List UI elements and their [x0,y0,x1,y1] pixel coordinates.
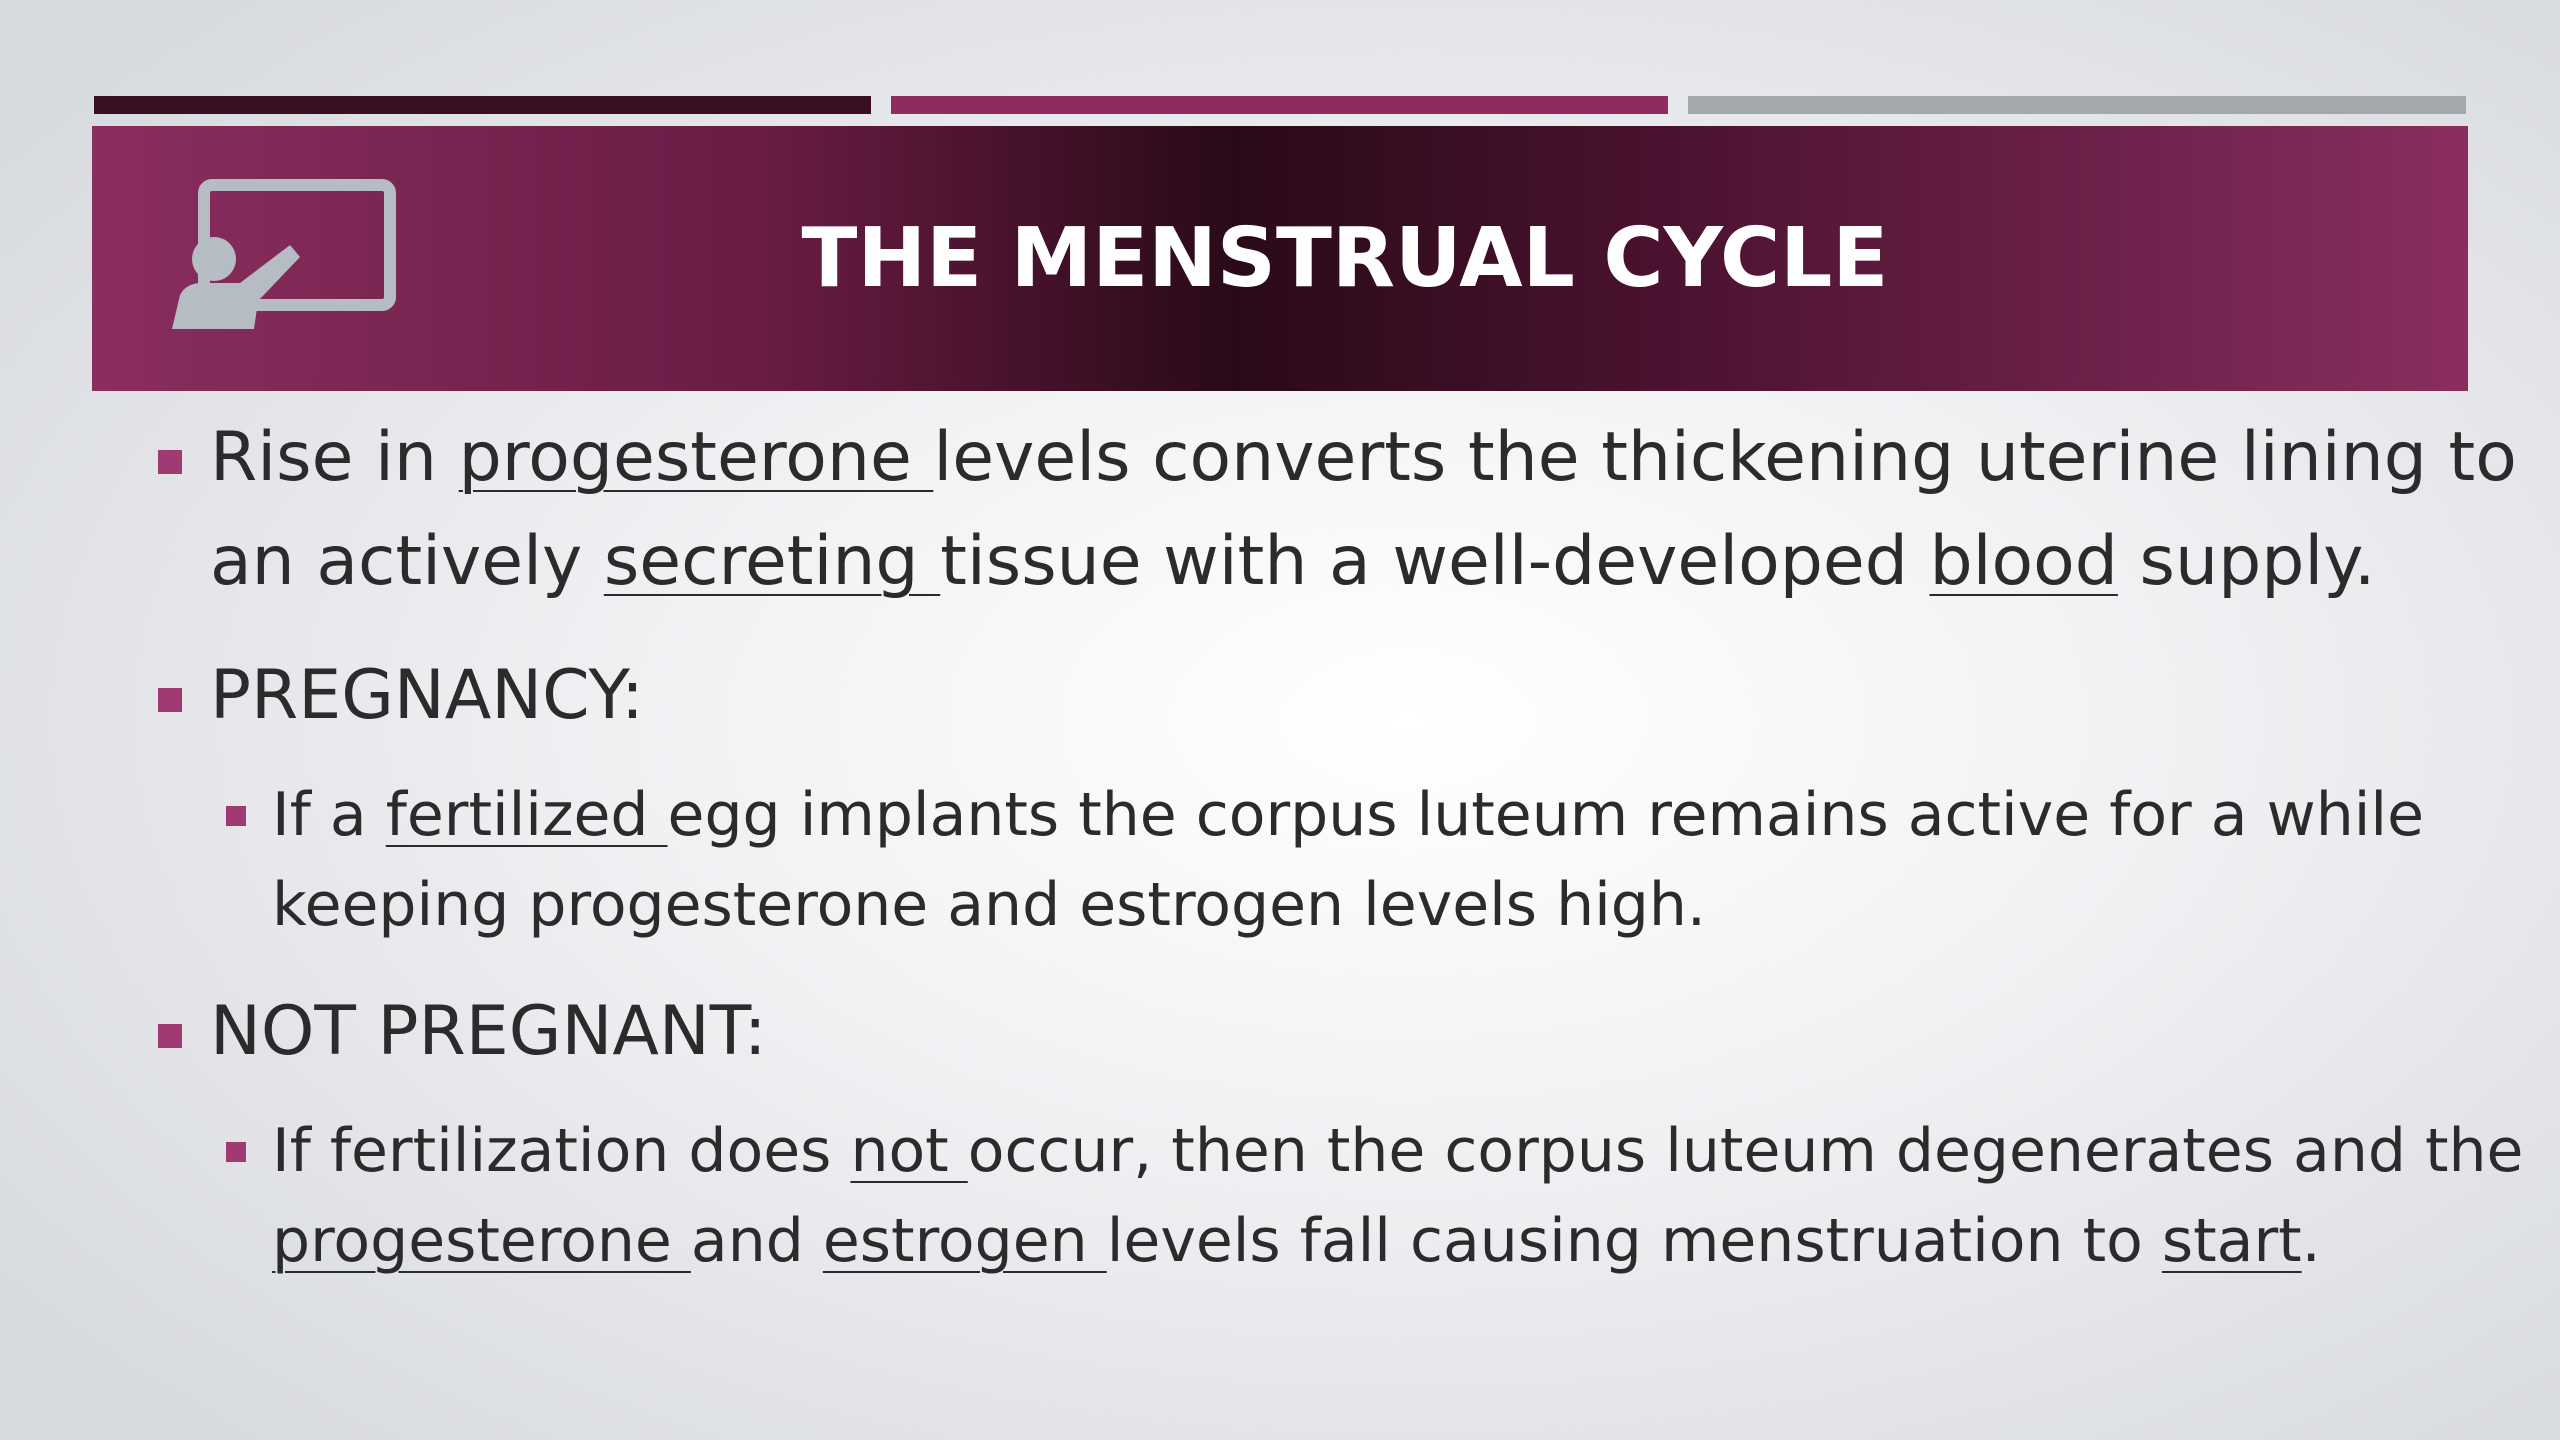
bullet-text: . [2301,1206,2321,1276]
bullet-square-icon [158,1024,182,1048]
slide-title: THE MENSTRUAL CYCLE [801,211,1889,306]
title-banner [92,126,2468,391]
bullet-text: If a [272,780,386,850]
underlined-term: fertilized [385,780,668,850]
bullet-square-icon [158,450,182,474]
bullet-square-icon [226,806,246,826]
bullet-heading: NOT PREGNANT: [210,992,767,1071]
bullet-text: supply. [2117,522,2376,601]
sub-bullet-fertilized-egg [220,770,2540,950]
underlined-term: estrogen [822,1206,1107,1276]
bullet-square-icon [226,1142,246,1162]
bullet-text: and [690,1206,823,1276]
slide-content [150,400,2540,1286]
bullet-square-icon [158,688,182,712]
underlined-term: secreting [603,522,941,601]
bullet-text: If fertilization does [272,1116,851,1186]
bullet-text: tissue with a well-developed [940,522,1930,601]
underlined-term: progesterone [458,418,934,497]
accent-bar-gray [1688,96,2466,114]
accent-bar-magenta [891,96,1668,114]
bullet-text: Rise in [210,418,459,497]
underlined-term: progesterone [272,1206,691,1276]
bullet-pregnancy [150,644,2540,748]
bullet-text: egg implants the corpus luteum remains active for a while keeping progesterone and estrogen levels high. [272,780,2424,940]
bullet-progesterone-rise [150,406,2540,614]
bullet-text: occur, then the corpus luteum degenerates and the [967,1116,2524,1186]
underlined-term: blood [1929,522,2118,601]
sub-bullet-no-fertilization [220,1106,2540,1286]
accent-bar-dark [94,96,871,114]
underlined-term: not [850,1116,968,1186]
bullet-text: levels converts the thickening uterine lining to an actively [210,418,2517,601]
underlined-term: start [2161,1206,2302,1276]
bullet-text: levels fall causing menstruation to [1106,1206,2162,1276]
bullet-heading: PREGNANCY: [210,656,644,735]
bullet-not-pregnant [150,980,2540,1084]
